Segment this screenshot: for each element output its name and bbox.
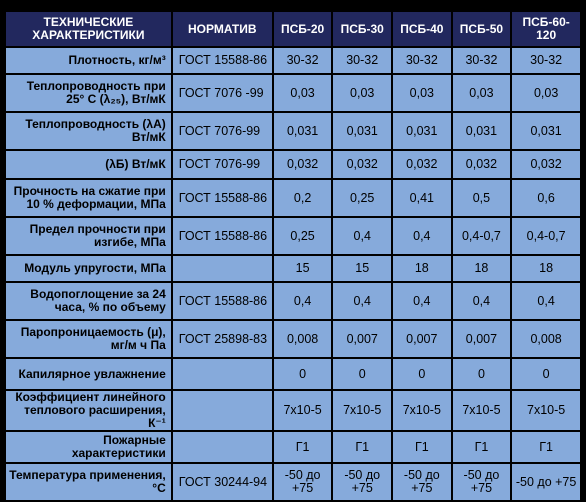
row-value: 0,007 [453,321,511,357]
row-value: 0,031 [512,113,580,149]
row-value: 0 [453,359,511,389]
header-norm: НОРМАТИВ [173,12,272,46]
row-value: 0,032 [512,151,580,178]
row-value: 0,03 [274,75,332,111]
row-value: 0,03 [453,75,511,111]
row-norm: ГОСТ 25898-83 [173,321,272,357]
row-norm: ГОСТ 15588-86 [173,283,272,319]
table-header-row [6,12,580,46]
row-parameter: Теплопроводность при 25° С (λ₂₅), Вт/мК [6,75,171,111]
row-value: 0,032 [453,151,511,178]
row-norm: ГОСТ 7076 -99 [173,75,272,111]
row-value: Г1 [274,432,332,462]
row-value: 0,4 [453,283,511,319]
row-value: 0,25 [333,180,391,216]
row-value: 30-32 [393,48,451,73]
row-value: 0,031 [453,113,511,149]
row-parameter: Температура применения, °С [6,464,171,500]
table-row [6,391,580,430]
row-parameter: Предел прочности при изгибе, МПа [6,218,171,254]
row-parameter: Модуль упругости, МПа [6,256,171,281]
row-parameter: Прочность на сжатие при 10 % деформации, МПа [6,180,171,216]
row-norm: ГОСТ 7076-99 [173,113,272,149]
row-value: 0,4 [333,283,391,319]
row-value: 7x10-5 [512,391,580,430]
row-value: 0,4 [333,218,391,254]
row-value: 30-32 [333,48,391,73]
row-value: 0,03 [393,75,451,111]
row-value: Г1 [512,432,580,462]
row-value: 0,4-0,7 [453,218,511,254]
row-norm: ГОСТ 15588-86 [173,180,272,216]
table-row [6,151,580,178]
row-value: 0,25 [274,218,332,254]
table-row [6,113,580,149]
row-value: 0 [274,359,332,389]
row-value: -50 до +75 [512,464,580,500]
row-value: 0,031 [333,113,391,149]
row-value: -50 до +75 [453,464,511,500]
table-row [6,48,580,73]
row-value: 0,008 [274,321,332,357]
row-value: 0,2 [274,180,332,216]
row-value: -50 до +75 [393,464,451,500]
row-value: 0,031 [393,113,451,149]
row-value: 7x10-5 [393,391,451,430]
row-norm [173,256,272,281]
table-row [6,432,580,462]
row-value: 0 [333,359,391,389]
row-parameter: Плотность, кг/м³ [6,48,171,73]
header-grade-psb-20: ПСБ-20 [274,12,332,46]
table-row [6,359,580,389]
row-value: 0,4 [393,283,451,319]
row-parameter: Капилярное увлажнение [6,359,171,389]
row-value: 0,4 [393,218,451,254]
header-characteristics: ТЕХНИЧЕСКИЕ ХАРАКТЕРИСТИКИ [6,12,171,46]
row-norm [173,432,272,462]
row-value: 0,6 [512,180,580,216]
row-value: 0,032 [333,151,391,178]
row-value: 0,032 [274,151,332,178]
row-parameter: Пожарные характеристики [6,432,171,462]
table-row [6,256,580,281]
row-value: -50 до +75 [333,464,391,500]
row-value: 0,007 [393,321,451,357]
row-value: 0 [512,359,580,389]
row-value: 0,031 [274,113,332,149]
header-grade-psb-50: ПСБ-50 [453,12,511,46]
row-norm [173,391,272,430]
row-value: 15 [274,256,332,281]
row-parameter: (λБ) Вт/мК [6,151,171,178]
row-value: 18 [512,256,580,281]
row-value: Г1 [333,432,391,462]
table-row [6,75,580,111]
row-value: 0,032 [393,151,451,178]
row-value: 7x10-5 [333,391,391,430]
row-value: 0,41 [393,180,451,216]
header-grade-psb-60-120: ПСБ-60-120 [512,12,580,46]
row-parameter: Паропроницаемость (μ), мг/м ч Па [6,321,171,357]
row-value: 30-32 [274,48,332,73]
row-value: 0,4 [274,283,332,319]
table-row [6,218,580,254]
row-value: 0,5 [453,180,511,216]
row-value: 30-32 [453,48,511,73]
table-row [6,180,580,216]
row-value: 0,03 [512,75,580,111]
row-value: 7x10-5 [453,391,511,430]
technical-specifications-table [4,10,582,502]
row-value: 7x10-5 [274,391,332,430]
row-parameter: Теплопроводность (λА) Вт/мК [6,113,171,149]
row-value: Г1 [393,432,451,462]
row-value: 15 [333,256,391,281]
row-value: 0,007 [333,321,391,357]
row-value: 0 [393,359,451,389]
row-value: 0,03 [333,75,391,111]
row-norm [173,359,272,389]
row-parameter: Коэффициент линейного теплового расширения, К⁻¹ [6,391,171,430]
row-value: 30-32 [512,48,580,73]
row-value: 0,008 [512,321,580,357]
table-row [6,283,580,319]
table-row [6,321,580,357]
row-value: -50 до +75 [274,464,332,500]
header-grade-psb-40: ПСБ-40 [393,12,451,46]
row-parameter: Водопоглощение за 24 часа, % по объему [6,283,171,319]
header-grade-psb-30: ПСБ-30 [333,12,391,46]
row-value: 0,4-0,7 [512,218,580,254]
row-norm: ГОСТ 30244-94 [173,464,272,500]
row-value: 18 [453,256,511,281]
row-norm: ГОСТ 7076-99 [173,151,272,178]
row-value: 18 [393,256,451,281]
row-value: 0,4 [512,283,580,319]
row-value: Г1 [453,432,511,462]
row-norm: ГОСТ 15588-86 [173,48,272,73]
row-norm: ГОСТ 15588-86 [173,218,272,254]
